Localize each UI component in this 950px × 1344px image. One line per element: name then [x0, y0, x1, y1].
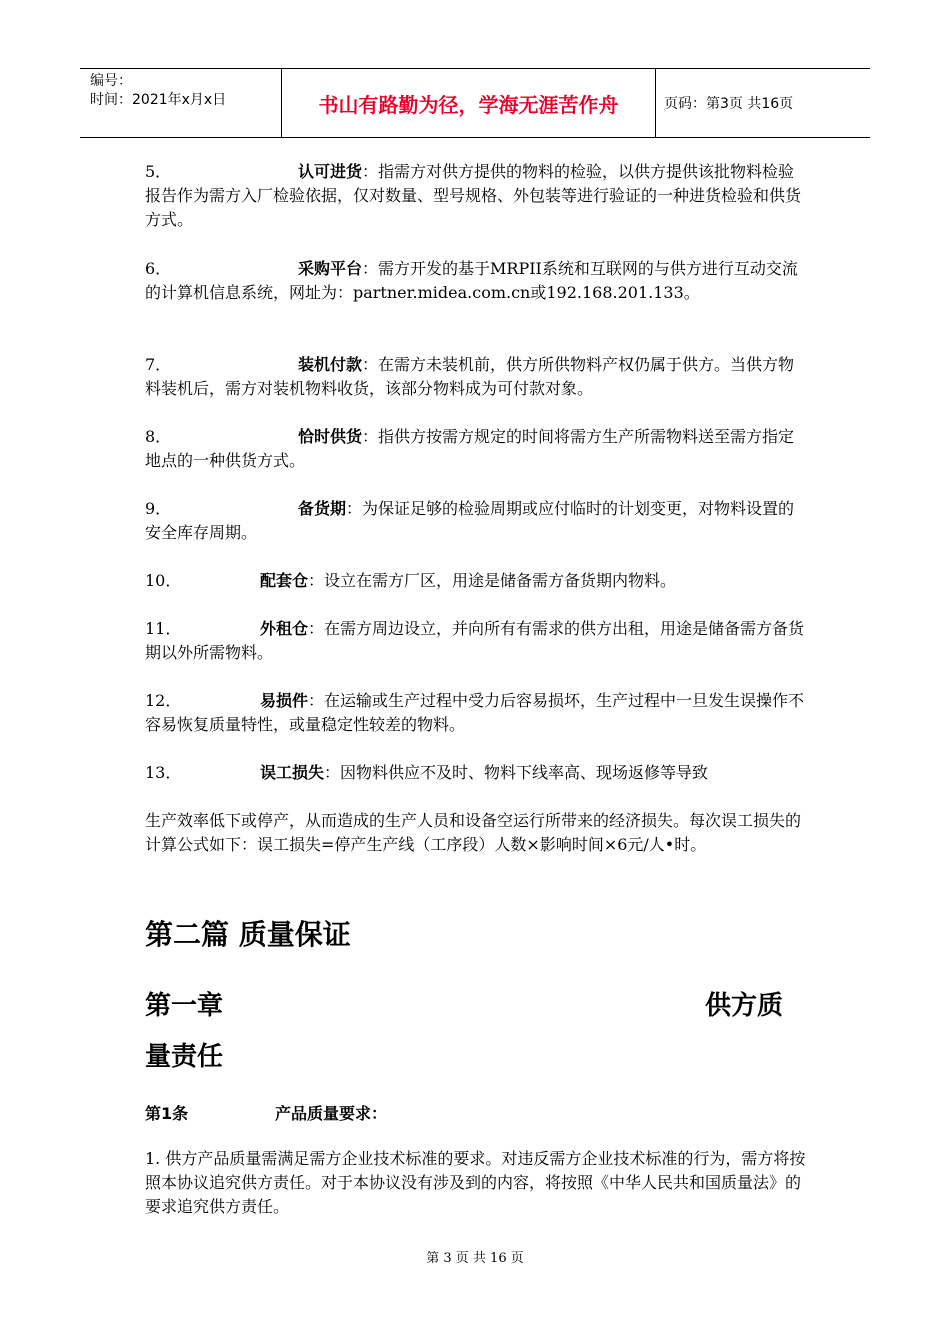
- header-motto: 书山有路勤为径，学海无涯苦作舟: [282, 69, 656, 137]
- definition-6: [145, 257, 810, 305]
- definition-term: 采购平台: [298, 259, 363, 278]
- definition-text: ：因物料供应不及时、物料下线率高、现场返修等导致: [324, 763, 709, 782]
- article-item-1: 1. 供方产品质量需满足需方企业技术标准的要求。对违反需方企业技术标准的行为，需方将按照本协议追究供方责任。对于本协议没有涉及到的内容，将按照《中华人民共和国质量法》的要求追究供方责任。: [145, 1149, 806, 1216]
- definition-text: ：指需方对供方提供的物料的检验，以供方提供该批物料检验报告作为需方入厂检验依据，仅对数量、型号规格、外包装等进行验证的一种进货检验和供货方式。: [145, 162, 802, 229]
- definition-text: ：为保证足够的检验周期或应付临时的计划变更，对物料设置的安全库存周期。: [145, 499, 795, 542]
- definition-13: [145, 761, 810, 785]
- page-footer: 第 3 页 共 16 页: [426, 1251, 524, 1266]
- definition-number: 6．: [145, 259, 172, 278]
- definition-number: 10．: [145, 571, 182, 590]
- definition-text: ：在需方周边设立，并向所有有需求的供方出租，用途是储备需方备货期以外所需物料。: [145, 619, 805, 662]
- definition-term: 易损件: [260, 691, 309, 710]
- definition-text: ：在运输或生产过程中受力后容易损坏，生产过程中一旦发生误操作不容易恢复质量特性，或量稳定性较差的物料。: [145, 691, 805, 734]
- definition-text: ：指供方按需方规定的时间将需方生产所需物料送至需方指定地点的一种供货方式。: [145, 427, 795, 470]
- definition-9: [145, 497, 810, 545]
- definition-13-continuation: 生产效率低下或停产，从而造成的生产人员和设备空运行所带来的经济损失。每次误工损失的计算公式如下：误工损失=停产生产线（工序段）人数×影响时间×6元/人•时。: [145, 811, 802, 854]
- chapter-title-end: 量责任: [145, 1042, 224, 1072]
- definition-text: ：需方开发的基于MRPII系统和互联网的与供方进行互动交流的计算机信息系统，网址为：partner.midea.com.cn或192.168.201.133。: [145, 259, 798, 302]
- doc-time-label: 时间：2021年x月x日: [90, 92, 227, 108]
- definition-number: 12．: [145, 691, 182, 710]
- definition-8: [145, 425, 810, 473]
- definition-number: 5．: [145, 162, 172, 181]
- definition-number: 7．: [145, 355, 172, 374]
- definition-10: [145, 569, 810, 593]
- chapter-number: 第一章: [145, 991, 224, 1021]
- definition-7: [145, 353, 810, 401]
- definition-term: 误工损失: [260, 763, 325, 782]
- definition-term: 认可进货: [298, 162, 363, 181]
- definition-term: 恰时供货: [298, 427, 363, 446]
- definition-12: [145, 689, 810, 737]
- definition-term: 备货期: [298, 499, 347, 518]
- header-doc-info: [80, 69, 282, 137]
- definition-number: 8．: [145, 427, 172, 446]
- definition-11: [145, 617, 810, 665]
- chapter-title-start: 供方质: [705, 991, 784, 1021]
- definition-term: 装机付款: [298, 355, 363, 374]
- article-title: 产品质量要求：: [275, 1104, 388, 1123]
- part-title: 第二篇 质量保证: [145, 918, 351, 951]
- definition-5: [145, 160, 810, 232]
- definition-text: ：设立在需方厂区，用途是储备需方备货期内物料。: [308, 571, 677, 590]
- definition-number: 13．: [145, 763, 182, 782]
- header-page-number: 页码：第3页 共16页: [664, 96, 794, 112]
- definition-term: 外租仓: [260, 619, 309, 638]
- definition-text: ：在需方未装机前，供方所供物料产权仍属于供方。当供方物料装机后，需方对装机物料收货，该部分物料成为可付款对象。: [145, 355, 795, 398]
- doc-number-label: 编号：: [90, 73, 132, 89]
- definition-term: 配套仓: [260, 571, 309, 590]
- definition-number: 11．: [145, 619, 182, 638]
- definition-number: 9．: [145, 499, 172, 518]
- article-number: 第1条: [145, 1104, 189, 1123]
- page-header: [80, 68, 870, 138]
